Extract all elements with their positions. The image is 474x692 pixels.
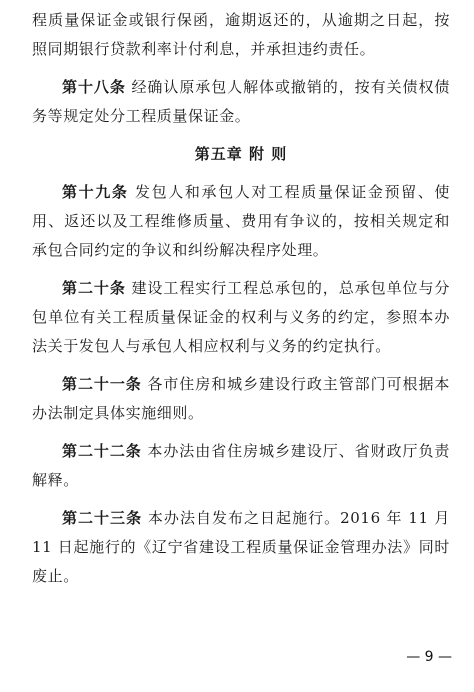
article-23	[32, 504, 450, 591]
paragraph-continuation	[32, 6, 450, 64]
article-22	[32, 437, 450, 495]
chapter-heading: 第五章 附 则	[194, 145, 288, 163]
article-number: 第二十二条	[62, 442, 142, 460]
article-number: 第二十三条	[62, 509, 143, 527]
article-number: 第十八条	[62, 78, 126, 96]
page-number: — 9 —	[406, 649, 452, 665]
document-body	[32, 6, 450, 591]
article-18	[32, 73, 450, 131]
article-21	[32, 370, 450, 428]
article-text: 各市住房和城乡建设行政主管部门可根据本办法制定具体实施细则。	[32, 375, 450, 422]
article-text: 经确认原承包人解体或撤销的，按有关债权债务等规定处分工程质量保证金。	[32, 78, 451, 125]
paragraph-text: 程质量保证金或银行保函，逾期返还的，从逾期之日起，按照同期银行贷款利率计付利息，并承担违约责任。	[32, 11, 450, 58]
article-text: 建设工程实行工程总承包的，总承包单位与分包单位有关工程质量保证金的权利与义务的约定，参照本办法关于发包人与承包人相应权利与义务的约定执行。	[32, 279, 451, 355]
article-19	[32, 178, 450, 265]
article-number: 第二十一条	[62, 375, 142, 393]
article-number: 第二十条	[62, 279, 126, 297]
article-number: 第十九条	[62, 183, 129, 201]
article-text: 本办法自发布之日起施行。2016 年 11 月 11 日起施行的《辽宁省建设工程质量保证金管理办法》同时废止。	[32, 509, 450, 585]
article-text: 发包人和承包人对工程质量保证金预留、使用、返还以及工程维修质量、费用有争议的，按相关规定和承包合同约定的争议和纠纷解决程序处理。	[32, 183, 450, 259]
article-text: 本办法由省住房城乡建设厅、省财政厅负责解释。	[32, 442, 450, 489]
article-20	[32, 274, 450, 361]
